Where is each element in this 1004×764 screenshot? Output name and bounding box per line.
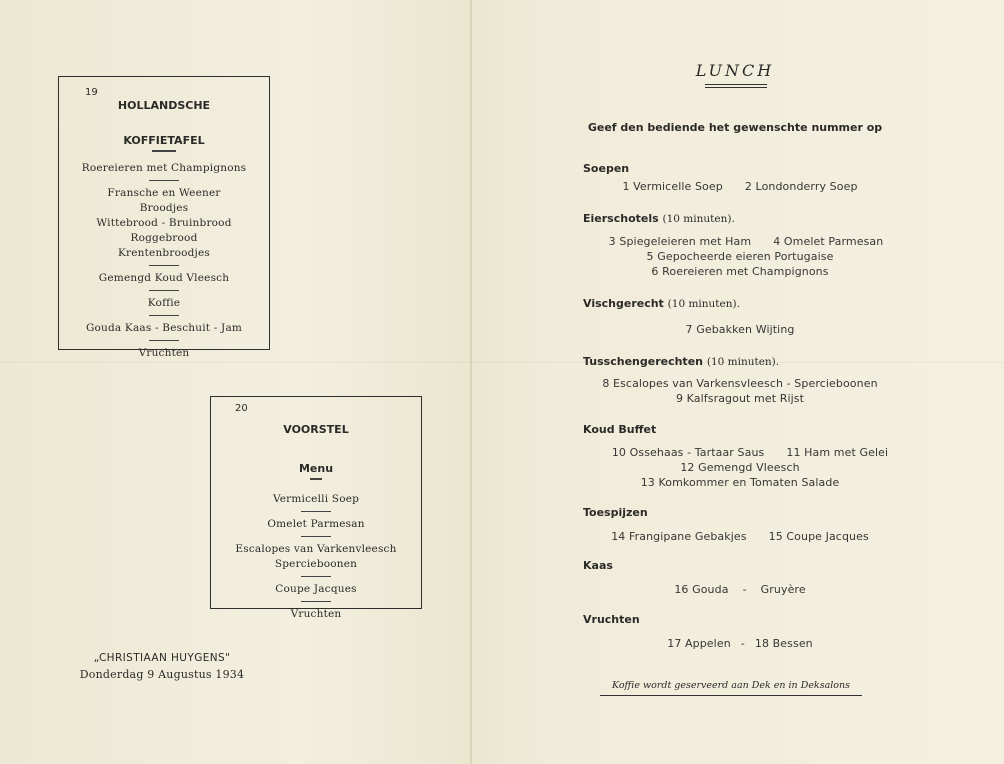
section-label: Toespijzen: [583, 506, 648, 519]
section-eierschotels: [583, 212, 735, 225]
section-toespijzen: [583, 506, 648, 519]
menu-line: [580, 476, 900, 489]
menu-date: Donderdag 9 Augustus 1934: [79, 668, 245, 681]
menu-line: [580, 392, 900, 405]
divider: [149, 340, 179, 341]
section-note: (10 minuten).: [662, 213, 735, 225]
voorstel-title-1: VOORSTEL: [283, 423, 349, 436]
menu-line: [580, 250, 900, 263]
horizontal-fold: [0, 362, 1004, 363]
center-fold: [470, 0, 472, 764]
menu-item: Gruyère: [760, 583, 806, 596]
menu-item: 11 Ham met Gelei: [786, 446, 889, 459]
section-vischgerecht: [583, 297, 740, 310]
ship-footer: [52, 652, 272, 681]
menu-line: [580, 265, 900, 278]
coffee-underline: [600, 695, 862, 696]
menu-line: [580, 180, 900, 193]
menu-item: 18 Bessen: [754, 637, 813, 650]
voorstel-item: Vruchten: [290, 608, 342, 620]
koffietafel-number: 19: [85, 87, 98, 98]
koffietafel-item: Wittebrood - Bruinbrood: [96, 217, 232, 229]
menu-item: 13 Komkommer en Tomaten Salade: [640, 476, 840, 489]
menu-item: 5 Gepocheerde eieren Portugaise: [646, 250, 834, 263]
voorstel-number: 20: [235, 403, 248, 414]
lunch-underline: [705, 84, 767, 85]
menu-item: 9 Kalfsragout met Rijst: [675, 392, 805, 405]
voorstel-item: Omelet Parmesan: [267, 518, 365, 530]
divider: [301, 601, 331, 602]
menu-item: 15 Coupe Jacques: [768, 530, 869, 543]
koffietafel-box: [58, 76, 270, 359]
menu-item: 10 Ossehaas - Tartaar Saus: [611, 446, 765, 459]
divider: [149, 265, 179, 266]
menu-item: 12 Gemengd Vleesch: [680, 461, 800, 474]
menu-item: 6 Roereieren met Champignons: [651, 265, 829, 278]
menu-item: -: [740, 637, 745, 650]
menu-item: 4 Omelet Parmesan: [773, 235, 884, 248]
menu-item: 3 Spiegeleieren met Ham: [608, 235, 752, 248]
divider: [152, 150, 176, 152]
menu-item: 2 Londonderry Soep: [744, 180, 858, 193]
koffietafel-item: Roereieren met Champignons: [81, 162, 247, 174]
voorstel-item: Vermicelli Soep: [272, 493, 360, 505]
voorstel-box: [210, 396, 422, 620]
menu-line: [580, 530, 900, 543]
menu-line: [590, 446, 910, 459]
divider: [149, 180, 179, 181]
section-label: Tusschengerechten: [583, 355, 703, 368]
menu-item: 17 Appelen: [667, 637, 731, 650]
section-koud-buffet: [583, 423, 656, 436]
section-vruchten: [583, 613, 640, 626]
lunch-underline: [705, 87, 767, 88]
divider: [310, 478, 322, 480]
section-label: Soepen: [583, 162, 630, 175]
section-label: Vruchten: [583, 613, 640, 626]
section-tusschengerechten: [583, 355, 779, 368]
section-kaas: [583, 559, 613, 572]
menu-line: [580, 583, 900, 596]
coffee-note: Koffie wordt geserveerd aan Dek en in Deksalons: [612, 680, 850, 691]
koffietafel-item: Gouda Kaas - Beschuit - Jam: [85, 322, 243, 334]
menu-line: [580, 323, 900, 336]
section-soepen: [583, 162, 629, 175]
menu-item: 16 Gouda: [674, 583, 729, 596]
ship-name: „CHRISTIAAN HUYGENS": [93, 652, 231, 664]
menu-item: 7 Gebakken Wijting: [685, 323, 795, 336]
order-instruction: Geef den bediende het gewenschte nummer op: [587, 121, 883, 134]
section-note: (10 minuten).: [706, 356, 780, 368]
menu-line: [580, 377, 900, 390]
menu-line: [586, 235, 906, 248]
menu-item: 8 Escalopes van Varkensvleesch - Spercieboonen: [602, 377, 878, 390]
divider: [301, 576, 331, 577]
menu-item: -: [742, 583, 747, 596]
lunch-title: LUNCH: [695, 61, 775, 80]
divider: [301, 536, 331, 537]
voorstel-item: Coupe Jacques: [275, 583, 357, 595]
koffietafel-title-2: KOFFIETAFEL: [123, 134, 205, 147]
section-label: Kaas: [583, 559, 613, 572]
menu-line: [580, 637, 900, 650]
koffietafel-item: Vruchten: [138, 347, 190, 359]
section-label: Eierschotels: [583, 212, 659, 225]
koffietafel-item: Gemengd Koud Vleesch: [98, 272, 230, 284]
koffietafel-title-1: HOLLANDSCHE: [117, 99, 211, 112]
section-label: Vischgerecht: [583, 297, 664, 310]
voorstel-item: Spercieboonen: [274, 558, 358, 570]
koffietafel-item: Krentenbroodjes: [118, 247, 210, 259]
koffietafel-item: Roggebrood: [130, 232, 198, 244]
section-note: (10 minuten).: [667, 298, 740, 310]
koffietafel-item: Koffie: [147, 297, 181, 309]
section-label: Koud Buffet: [583, 423, 657, 436]
divider: [149, 290, 179, 291]
koffietafel-item: Fransche en Weener: [107, 187, 221, 199]
divider: [301, 511, 331, 512]
menu-line: [580, 461, 900, 474]
koffietafel-item: Broodjes: [139, 202, 189, 214]
divider: [149, 315, 179, 316]
menu-item: 1 Vermicelle Soep: [622, 180, 723, 193]
menu-item: 14 Frangipane Gebakjes: [611, 530, 747, 543]
voorstel-item: Escalopes van Varkenvleesch: [235, 543, 397, 555]
voorstel-title-2: Menu: [298, 462, 334, 475]
